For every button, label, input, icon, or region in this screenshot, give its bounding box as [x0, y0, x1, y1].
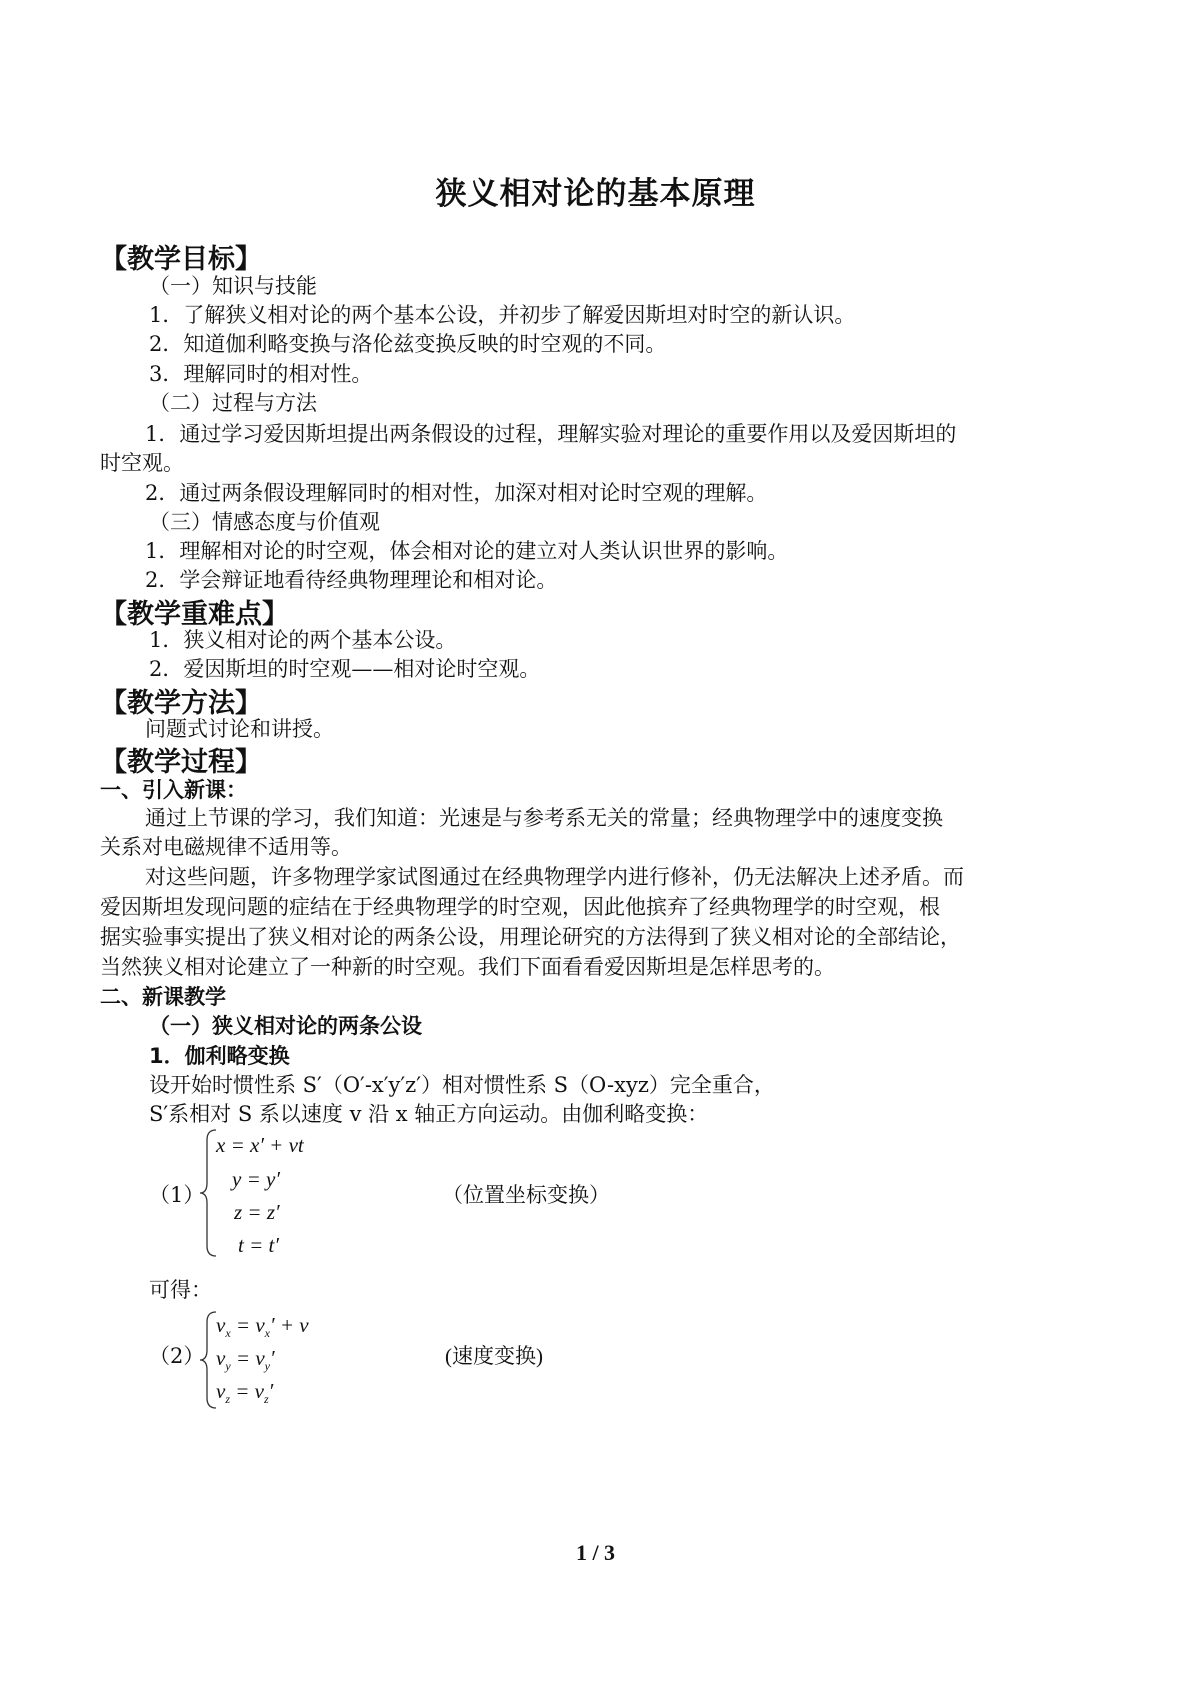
paragraph-line: 关系对电磁规律不适用等。 [100, 835, 352, 859]
equation-label: （2） [149, 1344, 205, 1368]
objectives-heading: 【教学目标】 [100, 244, 262, 275]
equation-line: t = t′ [238, 1233, 279, 1257]
objective-item: 2．知道伽利略变换与洛伦兹变换反映的时空观的不同。 [149, 332, 667, 356]
objective-item: 2．通过两条假设理解同时的相对性，加深对相对论时空观的理解。 [145, 481, 768, 505]
equation-line-vz: $v_z = v_z'$ [216, 1379, 274, 1407]
derive-text: 可得： [149, 1278, 212, 1302]
method-heading: 【教学方法】 [100, 688, 262, 719]
objectives-subheading-process: （二）过程与方法 [149, 391, 317, 415]
subsection-heading: （一）狭义相对论的两条公设 [149, 1014, 422, 1038]
method-text: 问题式讨论和讲授。 [145, 717, 334, 741]
objective-item: 2．学会辩证地看待经典物理理论和相对论。 [145, 568, 558, 592]
key-point-item: 1．狭义相对论的两个基本公设。 [149, 628, 457, 652]
process-heading: 【教学过程】 [100, 747, 262, 778]
section-heading-new-lesson: 二、新课教学 [100, 985, 226, 1009]
item-heading-galilean: 1．伽利略变换 [149, 1044, 290, 1068]
page-title: 狭义相对论的基本原理 [435, 176, 756, 212]
equation-line-vy: $v_y = v_y'$ [216, 1346, 275, 1374]
equation-line: x = x′ + vt [216, 1133, 304, 1157]
page-number: 1 / 3 [575, 1540, 616, 1565]
paragraph-line: 对这些问题，许多物理学家试图通过在经典物理学内进行修补，仍无法解决上述矛盾。而 [145, 865, 964, 889]
paragraph-line: S′系相对 S 系以速度 v 沿 x 轴正方向运动。由伽利略变换： [149, 1102, 709, 1126]
equation-line-vx: $v_x = v_x' + v$ [216, 1313, 309, 1341]
objectives-subheading-attitude: （三）情感态度与价值观 [149, 510, 380, 534]
equation-note: （位置坐标变换） [442, 1183, 610, 1207]
objective-item: 3．理解同时的相对性。 [149, 362, 373, 386]
key-point-item: 2．爱因斯坦的时空观——相对论时空观。 [149, 657, 541, 681]
paragraph-line: 据实验事实提出了狭义相对论的两条公设，用理论研究的方法得到了狭义相对论的全部结论， [100, 925, 961, 949]
key-points-heading: 【教学重难点】 [100, 599, 289, 630]
equation-note: (速度变换) [445, 1344, 543, 1368]
objectives-subheading-knowledge: （一）知识与技能 [149, 274, 317, 298]
equation-line: y = y′ [232, 1167, 280, 1191]
paragraph-line: 当然狭义相对论建立了一种新的时空观。我们下面看看爱因斯坦是怎样思考的。 [100, 955, 835, 979]
equation-label: （1） [149, 1183, 205, 1207]
equation-line: z = z′ [234, 1200, 280, 1224]
objective-item: 1．了解狭义相对论的两个基本公设，并初步了解爱因斯坦对时空的新认识。 [149, 303, 856, 327]
paragraph-line: 爱因斯坦发现问题的症结在于经典物理学的时空观，因此他摈弃了经典物理学的时空观，根 [100, 895, 940, 919]
objective-item: 1．通过学习爱因斯坦提出两条假设的过程，理解实验对理论的重要作用以及爱因斯坦的 [145, 422, 957, 446]
objective-item-continued: 时空观。 [100, 451, 184, 475]
paragraph-line: 设开始时惯性系 S′（O′-x′y′z′）相对惯性系 S（O-xyz）完全重合， [149, 1073, 775, 1097]
paragraph-line: 通过上节课的学习，我们知道：光速是与参考系无关的常量；经典物理学中的速度变换 [145, 806, 943, 830]
objective-item: 1．理解相对论的时空观，体会相对论的建立对人类认识世界的影响。 [145, 539, 789, 563]
section-heading-intro: 一、引入新课： [100, 778, 247, 802]
